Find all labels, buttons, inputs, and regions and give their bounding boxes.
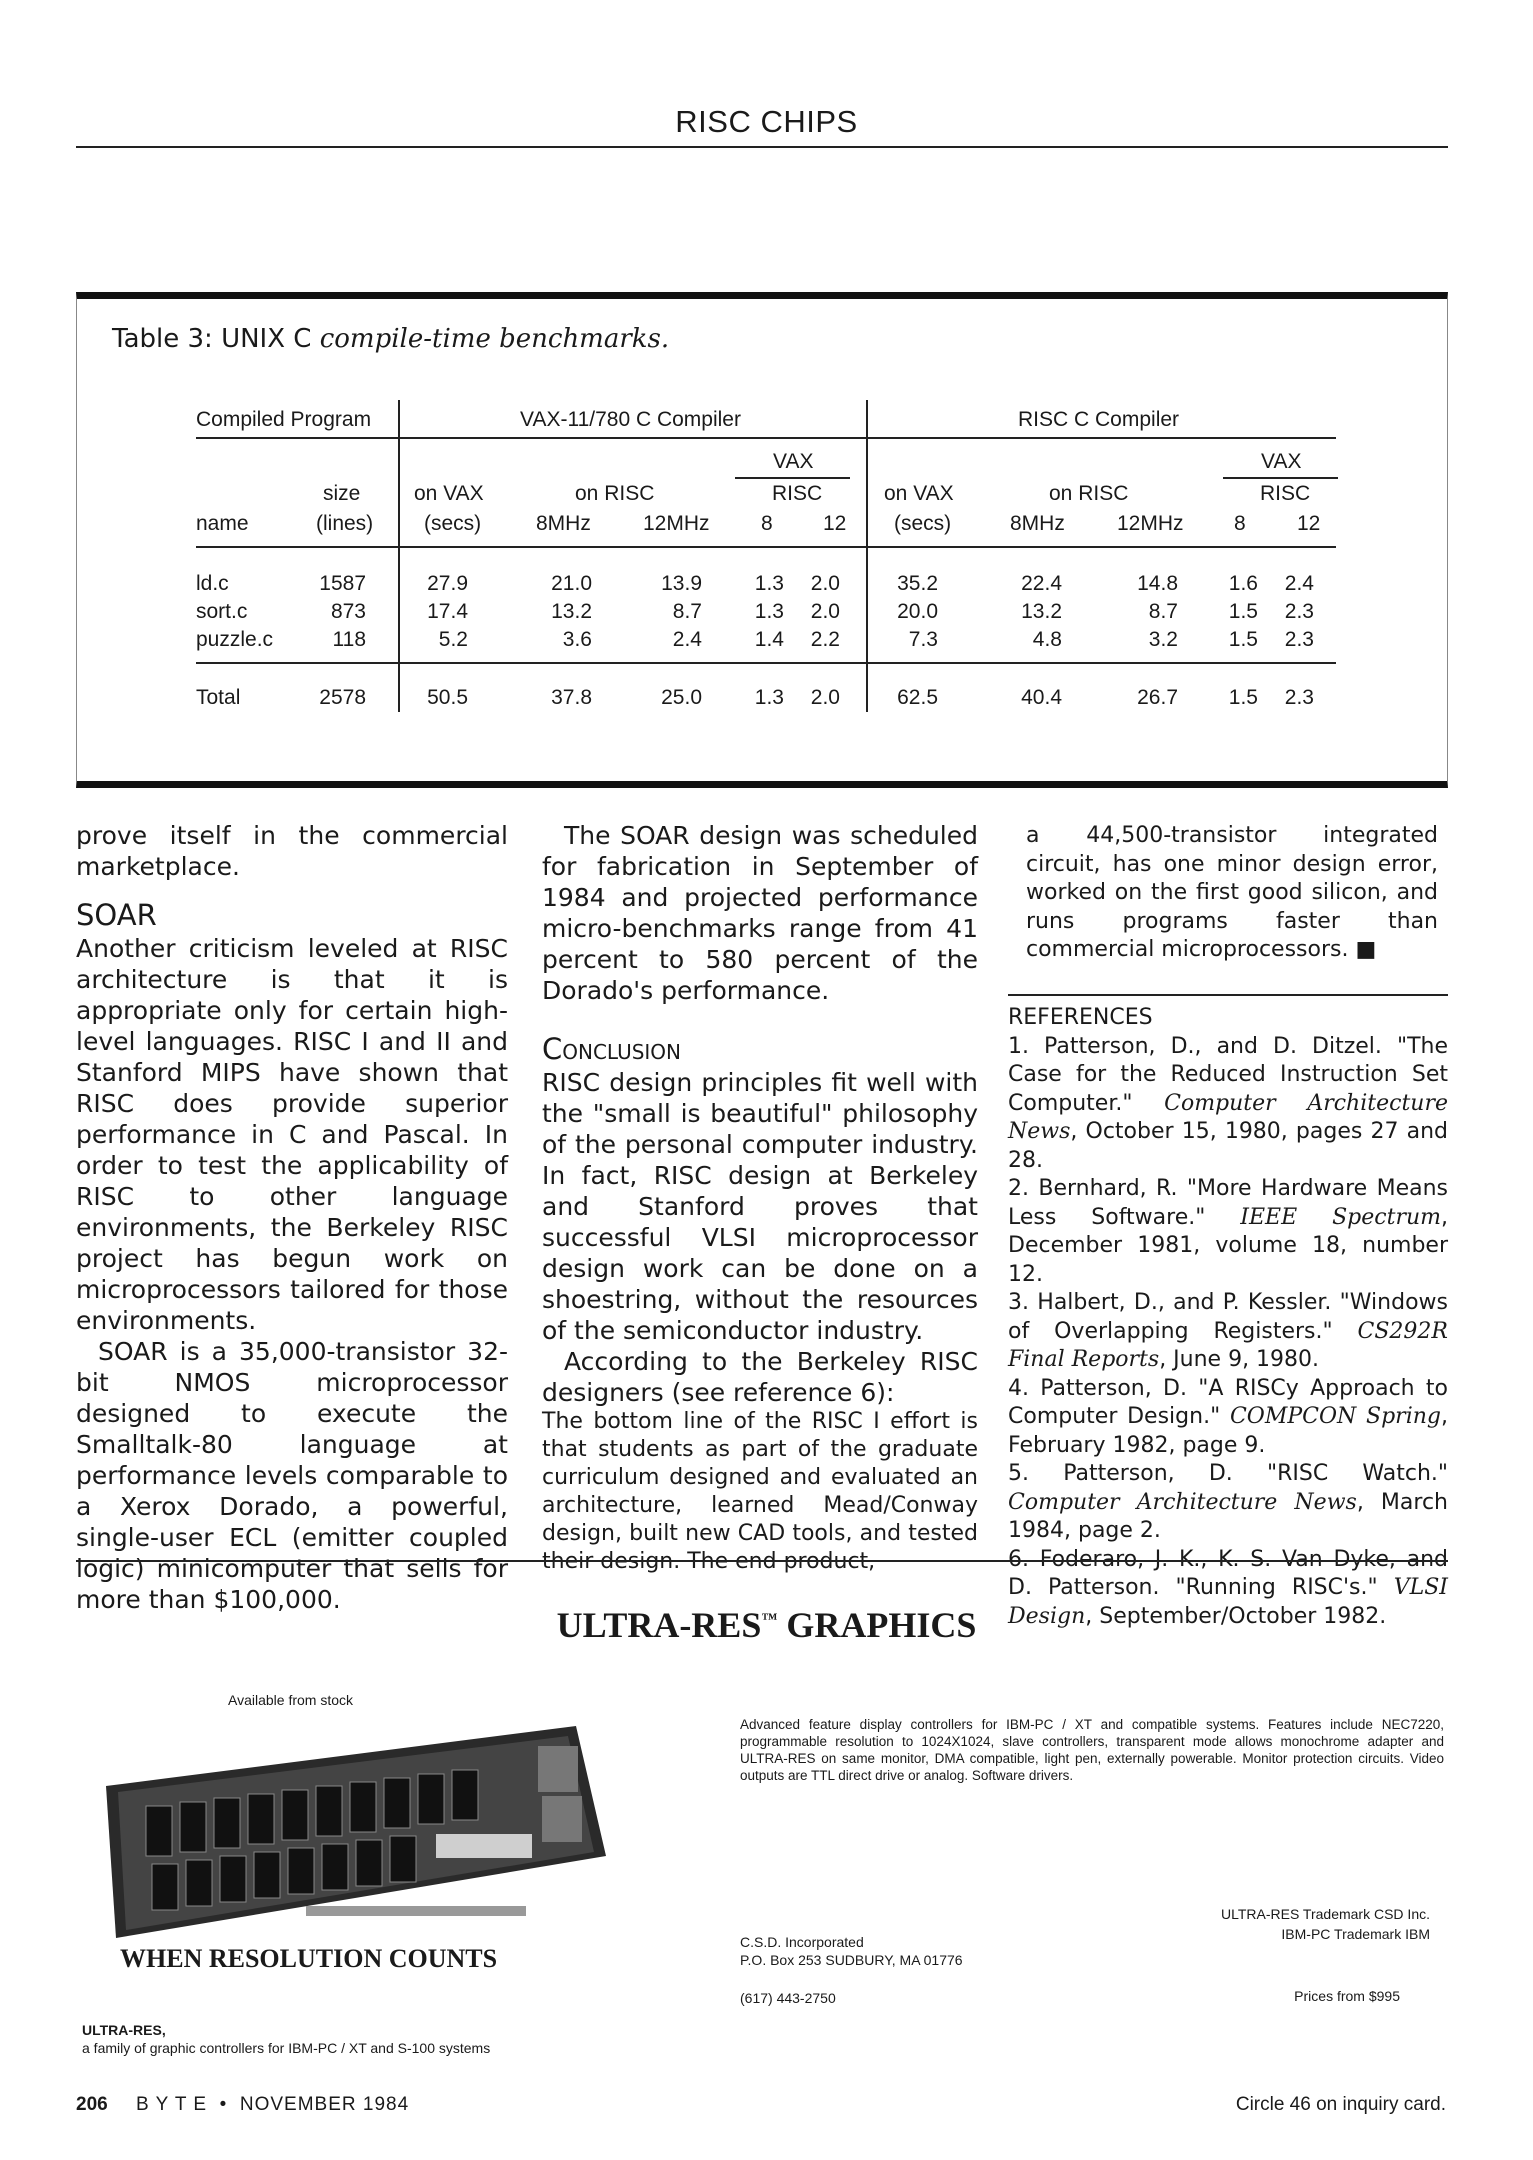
vax-risc-rule-1 — [735, 477, 850, 479]
reference-item: 5. Patterson, D. "RISC Watch." Computer Architecture News, March 1984, page 2. — [1008, 1461, 1448, 1543]
name-label: name — [196, 512, 249, 535]
reference-item: 6. Foderaro, J. K., K. S. Van Dyke, and D. Patterson. "Running RISC's." VLSI Design, September/October 1982. — [1008, 1546, 1448, 1629]
article-column-2 — [542, 820, 978, 1576]
on-risc-label-1: on RISC — [575, 482, 655, 505]
vax-label-1: VAX — [773, 450, 814, 473]
mhz8-label-1: 8MHz — [536, 512, 591, 535]
on-vax-label-2: on VAX — [884, 482, 954, 505]
reference-item: 3. Halbert, D., and P. Kessler. "Windows of Overlapping Registers." CS292R Final Reports, June 9, 1980. — [1008, 1290, 1448, 1372]
header-rule — [76, 146, 1448, 148]
on-risc-label-2: on RISC — [1049, 482, 1129, 505]
ad-rule — [76, 1560, 1448, 1562]
references — [1008, 1004, 1448, 1631]
section-heading-conclusion: Conclusion — [542, 1032, 681, 1066]
group-header-risc: RISC C Compiler — [1018, 408, 1180, 431]
ad-tagline: WHEN RESOLUTION COUNTS — [120, 1944, 498, 1973]
body-paragraph: a 44,500-transistor integrated circuit, has one minor design error, worked on the first good silicon, and runs programs faster than commercial microprocessors. ■ — [1026, 823, 1438, 962]
body-paragraph: prove itself in the commercial marketplace. — [76, 821, 508, 881]
col12-label-2: 12 — [1297, 512, 1321, 535]
table-column-rule — [196, 546, 1336, 548]
secs-label-1: (secs) — [424, 512, 482, 535]
secs-label-2: (secs) — [894, 512, 952, 535]
col8-label-2: 8 — [1234, 512, 1246, 535]
ad-address: P.O. Box 253 SUDBURY, MA 01776 — [740, 1952, 963, 1968]
risc-label-1: RISC — [772, 482, 823, 505]
end-mark: ■ — [1355, 937, 1377, 962]
body-paragraph: Another criticism leveled at RISC architecture is that it is appropriate only for certain high-level languages. RISC I and II and Stanford MIPS have shown that RISC does provide superior performance in C and Pascal. In order to test the applicability of RISC to other language environments, the Berkeley RISC project has begun work on microprocessors tailored for those environments. — [76, 934, 508, 1335]
block-quote: The bottom line of the RISC I effort is that students as part of the graduate curriculum designed and evaluated an architecture, learned Mead/Conway design, built new CAD tools, and tested their design. The end product, — [542, 1409, 978, 1574]
magazine-issue: B Y T E • NOVEMBER 1984 — [136, 2094, 410, 2115]
lines-label: (lines) — [316, 512, 374, 535]
ad-trademark-2: IBM-PC Trademark IBM — [1281, 1926, 1430, 1942]
table-divider-right — [866, 400, 868, 712]
references-heading: REFERENCES — [1008, 1005, 1153, 1030]
table-caption: Table 3: UNIX C compile-time benchmarks. — [112, 324, 670, 354]
col12-label-1: 12 — [823, 512, 847, 535]
ad-product-name: ULTRA-RES, — [82, 2022, 166, 2038]
ad-company: C.S.D. Incorporated — [740, 1934, 864, 1950]
table-header-rule — [196, 437, 1336, 439]
running-header: RISC CHIPS — [675, 104, 858, 139]
mhz12-label-1: 12MHz — [643, 512, 710, 535]
references-rule — [1008, 994, 1448, 996]
size-label: size — [323, 482, 361, 505]
reference-item: 4. Patterson, D. "A RISCy Approach to Computer Design." COMPCON Spring, February 1982, page 9. — [1008, 1375, 1448, 1458]
body-paragraph: The SOAR design was scheduled for fabrication in September of 1984 and projected performance micro-benchmarks range from 41 percent to 580 percent of the Dorado's performance. — [542, 821, 978, 1005]
ad-availability: Available from stock — [228, 1692, 354, 1708]
table-total-rule — [196, 662, 1336, 664]
inquiry-note: Circle 46 on inquiry card. — [1235, 2094, 1446, 2115]
mhz12-label-2: 12MHz — [1117, 512, 1184, 535]
group-header-program: Compiled Program — [196, 408, 372, 431]
reference-item: 1. Patterson, D., and D. Ditzel. "The Case for the Reduced Instruction Set Computer." Computer Architecture News, October 15, 1980, pages 27 and 28. — [1008, 1033, 1448, 1173]
group-header-vax: VAX-11/780 C Compiler — [520, 408, 741, 431]
article-column-3 — [1014, 822, 1448, 965]
reference-item: 2. Bernhard, R. "More Hardware Means Less Software." IEEE Spectrum, December 1981, volume 18, number 12. — [1008, 1176, 1448, 1287]
table-divider-left — [398, 400, 400, 712]
ad-price: Prices from $995 — [1294, 1988, 1400, 2004]
table-body: ld.c 1587 27.9 21.0 13.9 1.3 2.0 35.2 22.4 14.8 1.6 2.4 sort.c 873 17.4 13.2 8.7 1.3 2.0 20.0 13.2 8.7 1.5 2.3 puzzle.c 118 5.2 3.6 2.4 1.4 2.2 7.3 4.8 3.2 1.5 2.3 — [196, 572, 1314, 651]
mhz8-label-2: 8MHz — [1010, 512, 1065, 535]
article-column-1 — [76, 820, 508, 1615]
ad-product-description: a family of graphic controllers for IBM-PC / XT and S-100 systems — [82, 2040, 491, 2056]
risc-label-2: RISC — [1260, 482, 1311, 505]
on-vax-label-1: on VAX — [414, 482, 484, 505]
page-number: 206 — [76, 2094, 108, 2115]
table-total-row: Total 2578 50.5 37.8 25.0 1.3 2.0 62.5 40.4 26.7 1.5 2.3 — [196, 686, 1314, 709]
ad-title: ULTRA-RES™ GRAPHICS — [556, 1605, 977, 1645]
ad-trademark-1: ULTRA-RES Trademark CSD Inc. — [1220, 1906, 1430, 1922]
vax-label-2: VAX — [1261, 450, 1302, 473]
body-paragraph: RISC design principles fit well with the "small is beautiful" philosophy of the personal computer industry. In fact, RISC design at Berkeley and Stanford proves that successful VLSI microprocessor design work can be done on a shoestring, without the resources of the semiconductor industry. — [542, 1068, 978, 1345]
body-paragraph: SOAR is a 35,000-transistor 32-bit NMOS microprocessor designed to execute the Smalltalk-80 language at performance levels comparable to a Xerox Dorado, a powerful, single-user ECL (emitter coupled logic) minicomputer that sells for more than $100,000. — [76, 1337, 508, 1614]
col8-label-1: 8 — [761, 512, 773, 535]
ad-phone: (617) 443-2750 — [740, 1990, 836, 2006]
section-heading-soar: SOAR — [76, 898, 157, 932]
graphics-board-photo — [106, 1706, 614, 1938]
ad-description: Advanced feature display controllers for IBM-PC / XT and compatible systems. Features include NEC7220, programmable resolution to 1024X1024, slave controllers, transparent mode allows monochrome adapter and ULTRA-RES on same monitor, DMA compatible, light pen, externally powerable. Monitor protection circuits. Video outputs are TTL direct drive or analog. Software drivers. — [740, 1717, 1444, 1783]
body-paragraph: According to the Berkeley RISC designers (see reference 6): — [542, 1347, 978, 1407]
vax-risc-rule-2 — [1223, 477, 1338, 479]
